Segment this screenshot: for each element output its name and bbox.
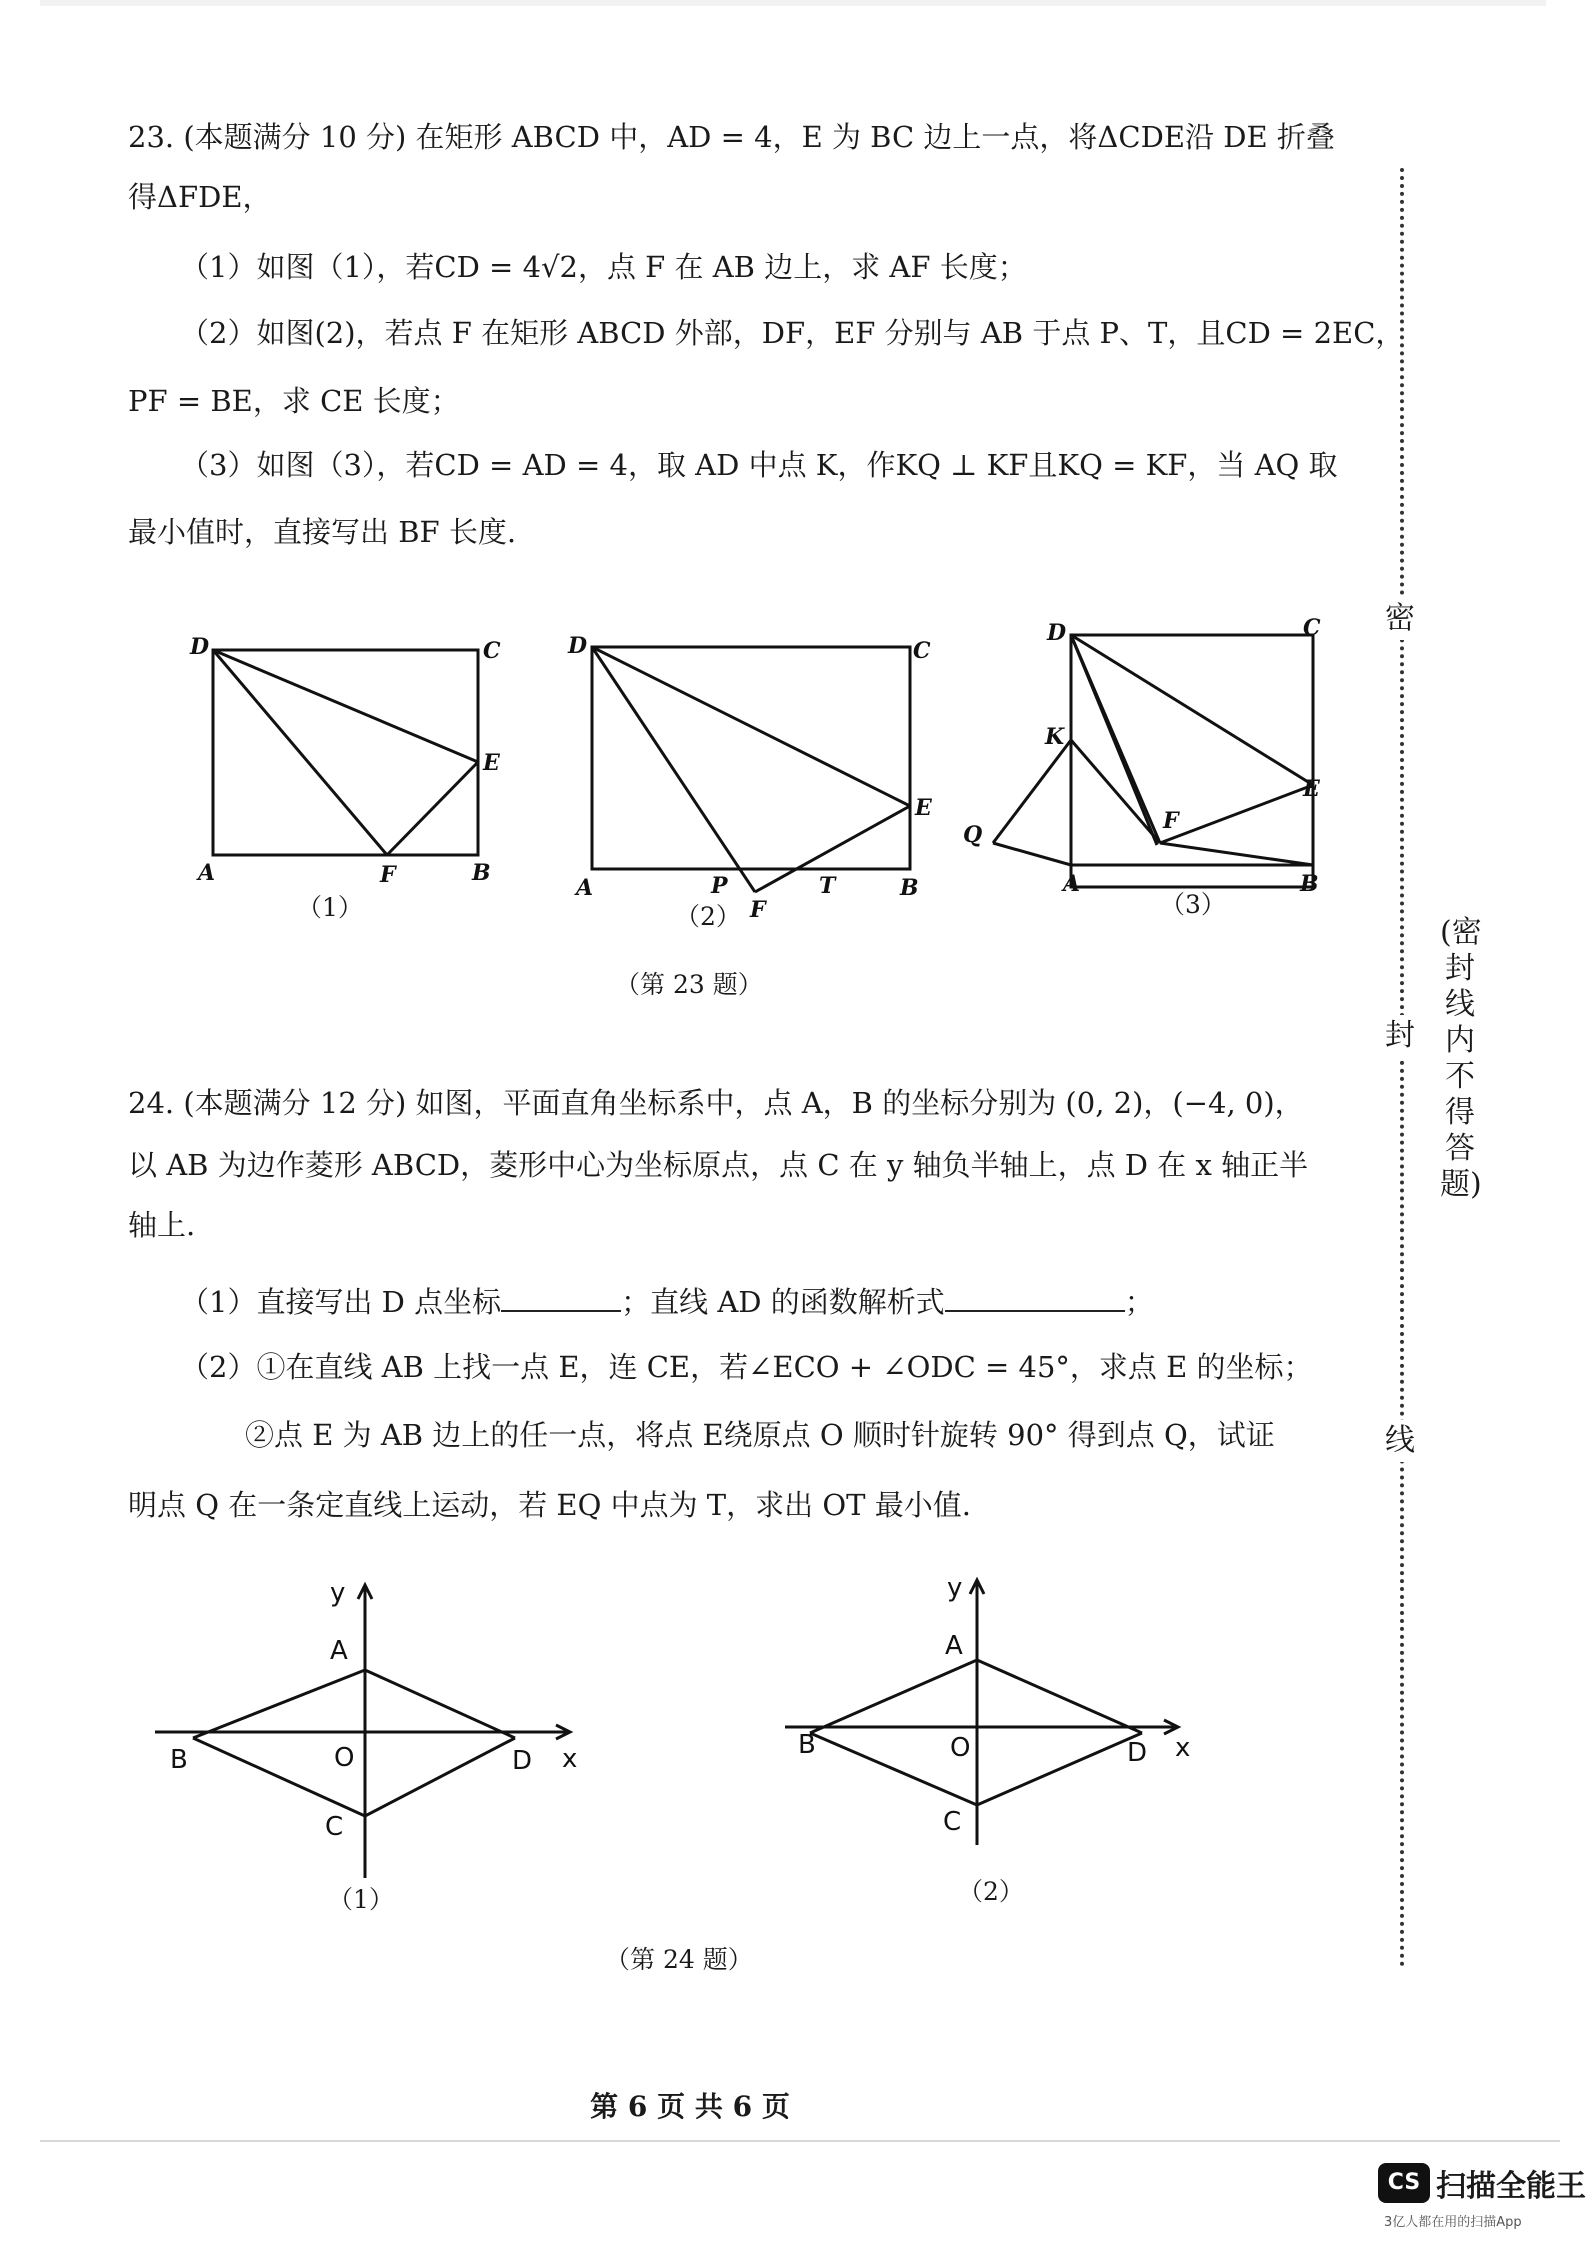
label-K: K	[1045, 724, 1065, 750]
q23-figure-3	[950, 610, 1330, 900]
label-C: C	[913, 638, 931, 664]
label-C: C	[943, 1807, 962, 1837]
seal-char-xian: 线	[1385, 1420, 1415, 1462]
q23-figure-3-caption: （3）	[1160, 890, 1226, 919]
label-A: A	[1063, 871, 1081, 897]
q24-part2-sub1: （2）①在直线 AB 上找一点 E，连 CE，若∠ECO + ∠ODC = 45°，求点 E 的坐标；	[180, 1350, 1313, 1384]
q23-figure-2-caption: （2）	[675, 902, 741, 931]
label-A: A	[198, 860, 216, 886]
q23-figure-1	[190, 625, 520, 888]
seal-char-mi: 密	[1385, 598, 1415, 640]
q24-part2-sub2-line2: 明点 Q 在一条定直线上运动，若 EQ 中点为 T，求出 OT 最小值.	[128, 1488, 971, 1522]
label-D: D	[568, 633, 588, 659]
label-C: C	[1303, 615, 1321, 641]
label-D: D	[1047, 620, 1067, 646]
q24-figure-1-caption: （1）	[328, 1885, 394, 1914]
label-O: O	[334, 1743, 355, 1773]
label-B: B	[1300, 871, 1319, 897]
label-Q: Q	[963, 822, 983, 848]
q23-statement-line1: 23. (本题满分 10 分) 在矩形 ABCD 中，AD = 4，E 为 BC 边上一点，将ΔCDE沿 DE 折叠	[128, 120, 1335, 154]
page-footer: 第 6 页 共 6 页	[590, 2090, 790, 2123]
label-A: A	[330, 1636, 348, 1666]
q23-part2-line2: PF = BE，求 CE 长度；	[128, 384, 460, 418]
scan-edge	[40, 0, 1546, 6]
q23-part3-line1: （3）如图（3），若CD = AD = 4，取 AD 中点 K，作KQ ⊥ KF且KQ = KF，当 AQ 取	[180, 448, 1338, 482]
label-E: E	[483, 750, 500, 776]
label-E: E	[915, 795, 932, 821]
q24-statement-line2: 以 AB 为边作菱形 ABCD，菱形中心为坐标原点，点 C 在 y 轴负半轴上，点 D 在 x 轴正半	[128, 1148, 1309, 1182]
q23-part1: （1）如图（1），若CD = 4√2，点 F 在 AB 边上，求 AF 长度；	[180, 250, 1027, 284]
q24-part2-sub2-line1: ②点 E 为 AB 边上的任一点，将点 E绕原点 O 顺时针旋转 90° 得到点 Q，试证	[245, 1418, 1275, 1452]
q23-part2-line1: （2）如图(2)，若点 F 在矩形 ABCD 外部，DF，EF 分别与 AB 于点 P、T，且CD = 2EC，	[180, 316, 1405, 350]
q24-figure-2-caption: （2）	[958, 1877, 1024, 1906]
q23-figures-caption: （第 23 题）	[615, 970, 763, 999]
label-B: B	[798, 1730, 816, 1760]
label-C: C	[325, 1812, 344, 1842]
label-F: F	[380, 862, 396, 888]
label-B: B	[472, 860, 491, 886]
q24-part1-text-a: （1）直接写出 D 点坐标	[180, 1285, 502, 1319]
q23-figure-2	[565, 625, 945, 925]
q24-statement-line1: 24. (本题满分 12 分) 如图，平面直角坐标系中，点 A，B 的坐标分别为 (0, 2)，(−4, 0)，	[128, 1086, 1304, 1120]
q24-figure-2	[780, 1575, 1220, 1875]
q23-statement-line2: 得ΔFDE，	[128, 180, 272, 214]
seal-char-feng: 封	[1385, 1015, 1415, 1057]
q24-figure-1	[150, 1580, 590, 1880]
q24-part1-text-b: ；直线 AD 的函数解析式	[621, 1285, 945, 1319]
d-coordinate-blank	[501, 1280, 621, 1312]
label-B: B	[170, 1745, 188, 1775]
label-D: D	[190, 634, 210, 660]
q24-part1-text-c: ；	[1124, 1285, 1154, 1319]
label-x: x	[562, 1744, 578, 1774]
label-O: O	[950, 1733, 971, 1763]
q23-figure-1-caption: （1）	[297, 893, 363, 922]
label-B: B	[900, 875, 919, 901]
page-bottom-rule	[40, 2140, 1560, 2142]
label-E: E	[1303, 776, 1320, 802]
label-F: F	[1163, 808, 1179, 834]
label-A: A	[945, 1631, 963, 1661]
scanner-logo: CS	[1378, 2163, 1430, 2203]
scanner-brand: 扫描全能王	[1436, 2169, 1586, 2204]
label-F: F	[750, 897, 766, 923]
label-D: D	[512, 1746, 533, 1776]
label-y: y	[330, 1578, 346, 1608]
label-T: T	[819, 873, 836, 899]
seal-note: (密封线内不得答题)	[1440, 915, 1482, 1202]
label-P: P	[711, 873, 728, 899]
ad-expression-blank	[945, 1280, 1125, 1312]
label-x: x	[1175, 1733, 1191, 1763]
q24-part1	[180, 1280, 1410, 1322]
label-A: A	[576, 875, 594, 901]
scanner-slogan: 3亿人都在用的扫描App	[1384, 2215, 1522, 2230]
label-y: y	[947, 1573, 963, 1603]
q24-statement-line3: 轴上.	[128, 1208, 196, 1242]
label-D: D	[1127, 1738, 1148, 1768]
q23-part3-line2: 最小值时，直接写出 BF 长度.	[128, 515, 517, 549]
label-C: C	[483, 638, 501, 664]
seal-dotted-line	[1400, 168, 1404, 1968]
q24-figures-caption: （第 24 题）	[605, 1945, 753, 1974]
